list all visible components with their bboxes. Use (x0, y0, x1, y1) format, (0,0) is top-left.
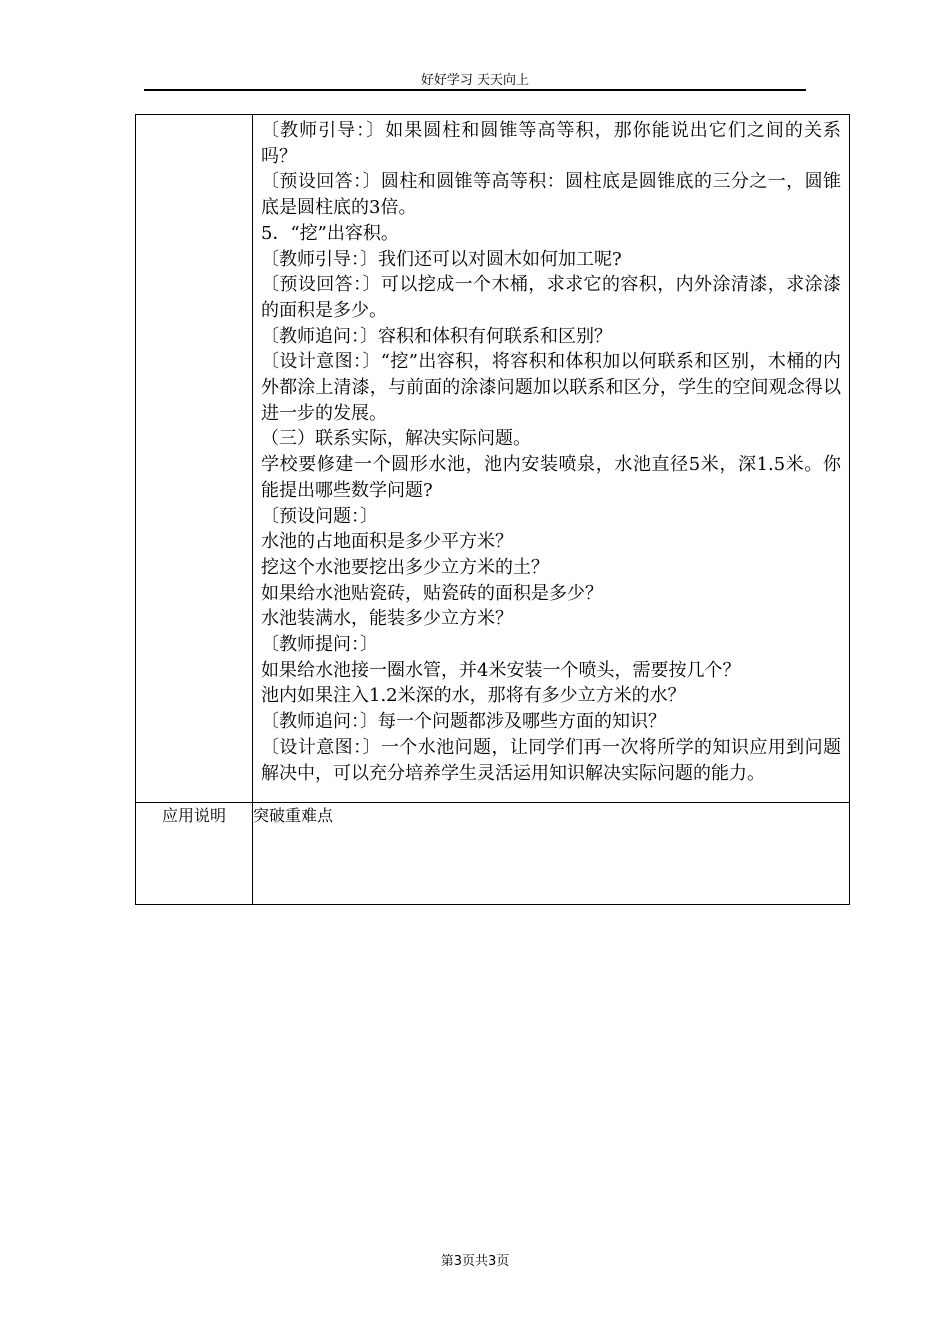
paragraph: 〔教师提问：〕 (261, 634, 378, 656)
paragraph: 挖这个水池要挖出多少立方米的土？ (261, 556, 549, 578)
table-row (136, 115, 850, 803)
table-row (136, 803, 850, 905)
page-header: 好好学习 天天向上 (420, 73, 530, 88)
header-rule (144, 89, 806, 91)
paragraph: 〔教师追问：〕容积和体积有何联系和区别？ (261, 325, 612, 347)
paragraph: 〔预设问题：〕 (261, 505, 378, 527)
paragraph: 〔设计意图：〕“挖”出容积，将容积和体积加以何联系和区别，木桶的内外都涂上清漆，与前面的涂漆问题加以联系和区分，学生的空间观念得以进一步的发展。 (261, 351, 841, 424)
paragraph: 水池的占地面积是多少平方米？ (261, 531, 513, 553)
paragraph: 池内如果注入1.2米深的水，那将有多少立方米的水？ (261, 685, 686, 707)
paragraph: 〔设计意图：〕一个水池问题，让同学们再一次将所学的知识应用到问题解决中，可以充分培养学生灵活运用知识解决实际问题的能力。 (261, 736, 841, 784)
paragraph: （三）联系实际，解决实际问题。 (261, 428, 531, 450)
paragraph: 学校要修建一个圆形水池，池内安装喷泉，水池直径5米，深1.5米。你能提出哪些数学问题? (261, 454, 841, 501)
paragraph: 〔预设回答：〕圆柱和圆锥等高等积：圆柱底是圆锥底的三分之一，圆锥底是圆柱底的3倍。 (261, 171, 841, 219)
paragraph: 如果给水池接一圈水管，并4米安装一个喷头，需要按几个？ (261, 659, 741, 681)
content-cell (253, 115, 850, 803)
paragraph: 〔教师引导：〕我们还可以对圆木如何加工呢? (261, 248, 622, 270)
application-note-value: 突破重难点 (253, 803, 850, 905)
lesson-content (253, 115, 849, 802)
empty-label-cell (136, 115, 253, 803)
lesson-table (135, 114, 850, 905)
paragraph: 〔教师引导：〕如果圆柱和圆锥等高等积，那你能说出它们之间的关系吗？ (261, 120, 841, 167)
paragraph: 〔预设回答：〕可以挖成一个木桶，求求它的容积，内外涂清漆，求涂漆的面积是多少。 (261, 274, 841, 321)
paragraph: 水池装满水，能装多少立方米？ (261, 608, 513, 630)
page-footer: 第3页共3页 (440, 1254, 510, 1269)
paragraph: 如果给水池贴瓷砖，贴瓷砖的面积是多少？ (261, 582, 603, 604)
paragraph: 5．“挖”出容积。 (261, 222, 399, 244)
application-note-label: 应用说明 (136, 803, 253, 905)
paragraph: 〔教师追问：〕每一个问题都涉及哪些方面的知识？ (261, 711, 666, 733)
